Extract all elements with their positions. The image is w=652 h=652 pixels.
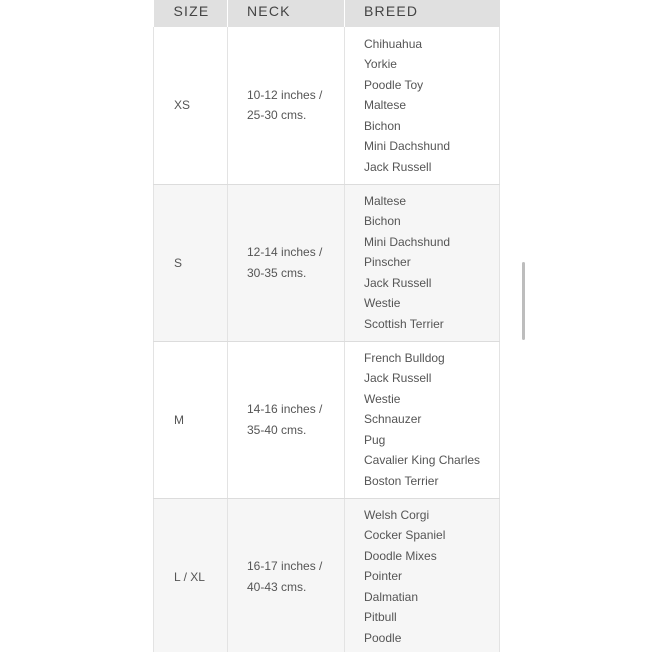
breed-item: Scottish Terrier xyxy=(364,316,444,331)
breed-item: Bichon xyxy=(364,214,401,229)
table-row xyxy=(154,184,500,341)
header-row xyxy=(154,0,500,27)
size-cell: S xyxy=(154,184,228,341)
breed-list xyxy=(364,348,499,492)
neck-inches: 16-17 inches / xyxy=(247,559,323,573)
neck-cms: 30-35 cms. xyxy=(247,265,307,280)
breed-list xyxy=(364,34,499,178)
table-row xyxy=(154,27,500,184)
neck-inches: 14-16 inches / xyxy=(247,402,323,416)
vertical-scrollbar[interactable] xyxy=(522,262,525,340)
breed-cell xyxy=(345,27,500,184)
breed-item: Chihuahua xyxy=(364,36,423,51)
breed-item: Jack Russell xyxy=(364,159,432,174)
size-chart-table xyxy=(153,0,500,652)
breed-cell xyxy=(345,341,500,498)
size-cell: XS xyxy=(154,27,228,184)
neck-cms: 40-43 cms. xyxy=(247,579,307,594)
breed-item: Bichon xyxy=(364,118,401,133)
breed-item: Cavalier King Charles xyxy=(364,453,481,468)
header-neck: NECK xyxy=(228,0,345,27)
table-row xyxy=(154,498,500,652)
breed-item: French Bulldog xyxy=(364,350,445,365)
breed-item: Pointer xyxy=(364,569,403,584)
breed-item: Schnauzer xyxy=(364,412,422,427)
size-cell: M xyxy=(154,341,228,498)
breed-item: Westie xyxy=(364,296,401,311)
breed-list xyxy=(364,505,499,649)
breed-item: Yorkie xyxy=(364,57,397,71)
neck-inches: 12-14 inches / xyxy=(247,245,323,259)
breed-item: Mini Dachshund xyxy=(364,234,451,249)
table-body xyxy=(154,27,500,652)
header-size: SIZE xyxy=(154,0,228,27)
breed-list xyxy=(364,191,499,335)
neck-cell xyxy=(228,498,345,652)
breed-item: Mini Dachshund xyxy=(364,139,451,153)
table-header xyxy=(154,0,500,27)
breed-item: Poodle Toy xyxy=(364,77,424,92)
neck-cell xyxy=(228,184,345,341)
neck-inches: 10-12 inches / xyxy=(247,87,323,102)
breed-item: Dalmatian xyxy=(364,589,419,604)
breed-item: Jack Russell xyxy=(364,371,432,386)
breed-item: Westie xyxy=(364,391,401,406)
neck-cms: 35-40 cms. xyxy=(247,422,307,437)
breed-item: Pug xyxy=(364,432,386,447)
breed-item: Pitbull xyxy=(364,610,397,625)
table-row xyxy=(154,341,500,498)
breed-item: Poodle xyxy=(364,630,402,645)
breed-item: Doodle Mixes xyxy=(364,548,437,563)
size-cell: L / XL xyxy=(154,498,228,652)
breed-item: Boston Terrier xyxy=(364,473,439,488)
breed-item: Maltese xyxy=(364,193,407,208)
breed-item: Cocker Spaniel xyxy=(364,528,446,543)
neck-cms: 25-30 cms. xyxy=(247,108,307,123)
breed-item: Pinscher xyxy=(364,255,411,270)
breed-cell xyxy=(345,184,500,341)
neck-cell xyxy=(228,27,345,184)
header-breed: BREED xyxy=(345,0,500,27)
breed-item: Jack Russell xyxy=(364,275,432,290)
breed-item: Welsh Corgi xyxy=(364,507,430,522)
breed-cell xyxy=(345,498,500,652)
breed-item: Maltese xyxy=(364,98,407,112)
neck-cell xyxy=(228,341,345,498)
